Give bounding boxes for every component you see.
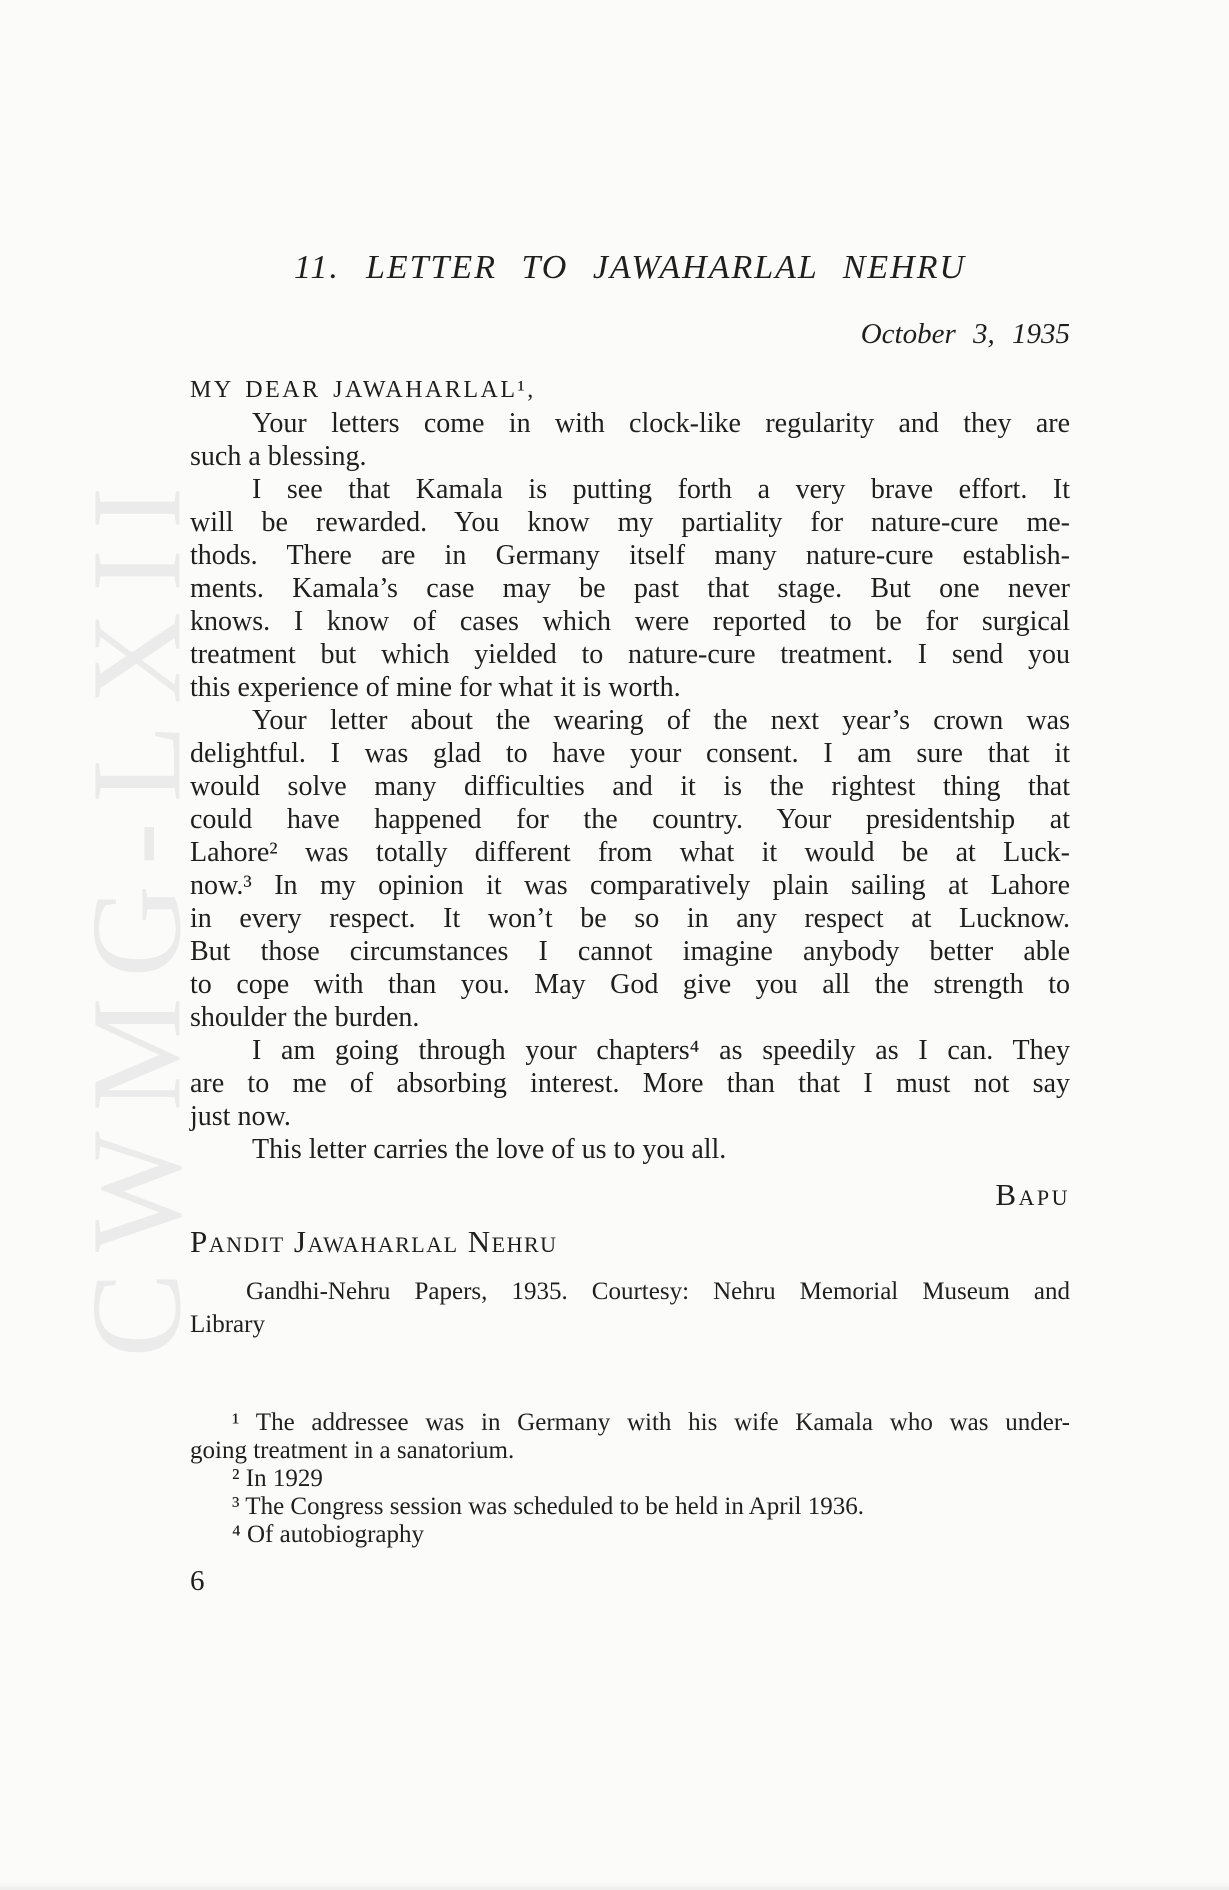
source-line: Library	[190, 1311, 265, 1338]
body-line: such a blessing.	[190, 441, 367, 472]
letter-salutation: MY DEAR JAWAHARLAL¹,	[190, 377, 536, 403]
source-line: Gandhi-Nehru Papers, 1935. Courtesy: Nehru Memorial Museum and	[246, 1278, 1070, 1305]
letter-signature: Bapu	[995, 1177, 1070, 1212]
letter-date: October 3, 1935	[860, 318, 1070, 350]
body-line: could have happened for the country. Your presidentship at	[190, 804, 1070, 835]
letter-body	[190, 407, 1070, 1166]
body-line: I am going through your chapters⁴ as speedily as I can. They	[252, 1035, 1070, 1066]
body-line: delightful. I was glad to have your consent. I am sure that it	[190, 738, 1070, 769]
body-line: this experience of mine for what it is worth.	[190, 672, 681, 703]
body-line: This letter carries the love of us to you all.	[252, 1134, 727, 1165]
body-line: knows. I know of cases which were reported to be for surgical	[190, 606, 1070, 637]
body-line: are to me of absorbing interest. More than that I must not say	[190, 1068, 1070, 1099]
footnote-line: ¹ The addressee was in Germany with his wife Kamala who was under-	[232, 1409, 1070, 1436]
body-line: in every respect. It won’t be so in any respect at Lucknow.	[190, 903, 1070, 934]
body-line: treatment but which yielded to nature-cure treatment. I send you	[190, 639, 1070, 670]
source-citation	[190, 1275, 1070, 1341]
footnote-line: ² In 1929	[232, 1465, 323, 1492]
body-line: just now.	[190, 1101, 291, 1132]
body-line: Your letters come in with clock-like regularity and they are	[252, 408, 1070, 439]
letter-addressee: Pandit Jawaharlal Nehru	[190, 1224, 558, 1259]
volume-watermark: CWMG-LXII	[65, 466, 208, 1358]
footnote-line: ⁴ Of autobiography	[232, 1521, 425, 1548]
page-number: 6	[190, 1565, 205, 1597]
body-line: Lahore² was totally different from what it would be at Luck-	[190, 837, 1070, 868]
letter-title-text: LETTER TO JAWAHARLAL NEHRU	[365, 249, 967, 286]
body-line: But those circumstances I cannot imagine anybody better able	[190, 936, 1070, 967]
body-line: thods. There are in Germany itself many nature-cure establish-	[190, 540, 1070, 571]
letter-title-number: 11.	[293, 249, 340, 286]
body-line: I see that Kamala is putting forth a very brave effort. It	[252, 474, 1070, 505]
body-line: shoulder the burden.	[190, 1002, 420, 1033]
body-line: now.³ In my opinion it was comparatively plain sailing at Lahore	[190, 870, 1070, 901]
body-line: would solve many difficulties and it is the rightest thing that	[190, 771, 1070, 802]
body-line: Your letter about the wearing of the next year’s crown was	[252, 705, 1070, 736]
footnote-line: going treatment in a sanatorium.	[190, 1437, 515, 1464]
body-line: to cope with than you. May God give you all the strength to	[190, 969, 1070, 1000]
body-line: ments. Kamala’s case may be past that stage. But one never	[190, 573, 1070, 604]
body-line: will be rewarded. You know my partiality for nature-cure me-	[190, 507, 1070, 538]
footnote-line: ³ The Congress session was scheduled to be held in April 1936.	[232, 1493, 864, 1520]
footnotes	[190, 1409, 1070, 1549]
page-content	[190, 0, 1070, 1598]
letter-title	[190, 248, 1070, 288]
